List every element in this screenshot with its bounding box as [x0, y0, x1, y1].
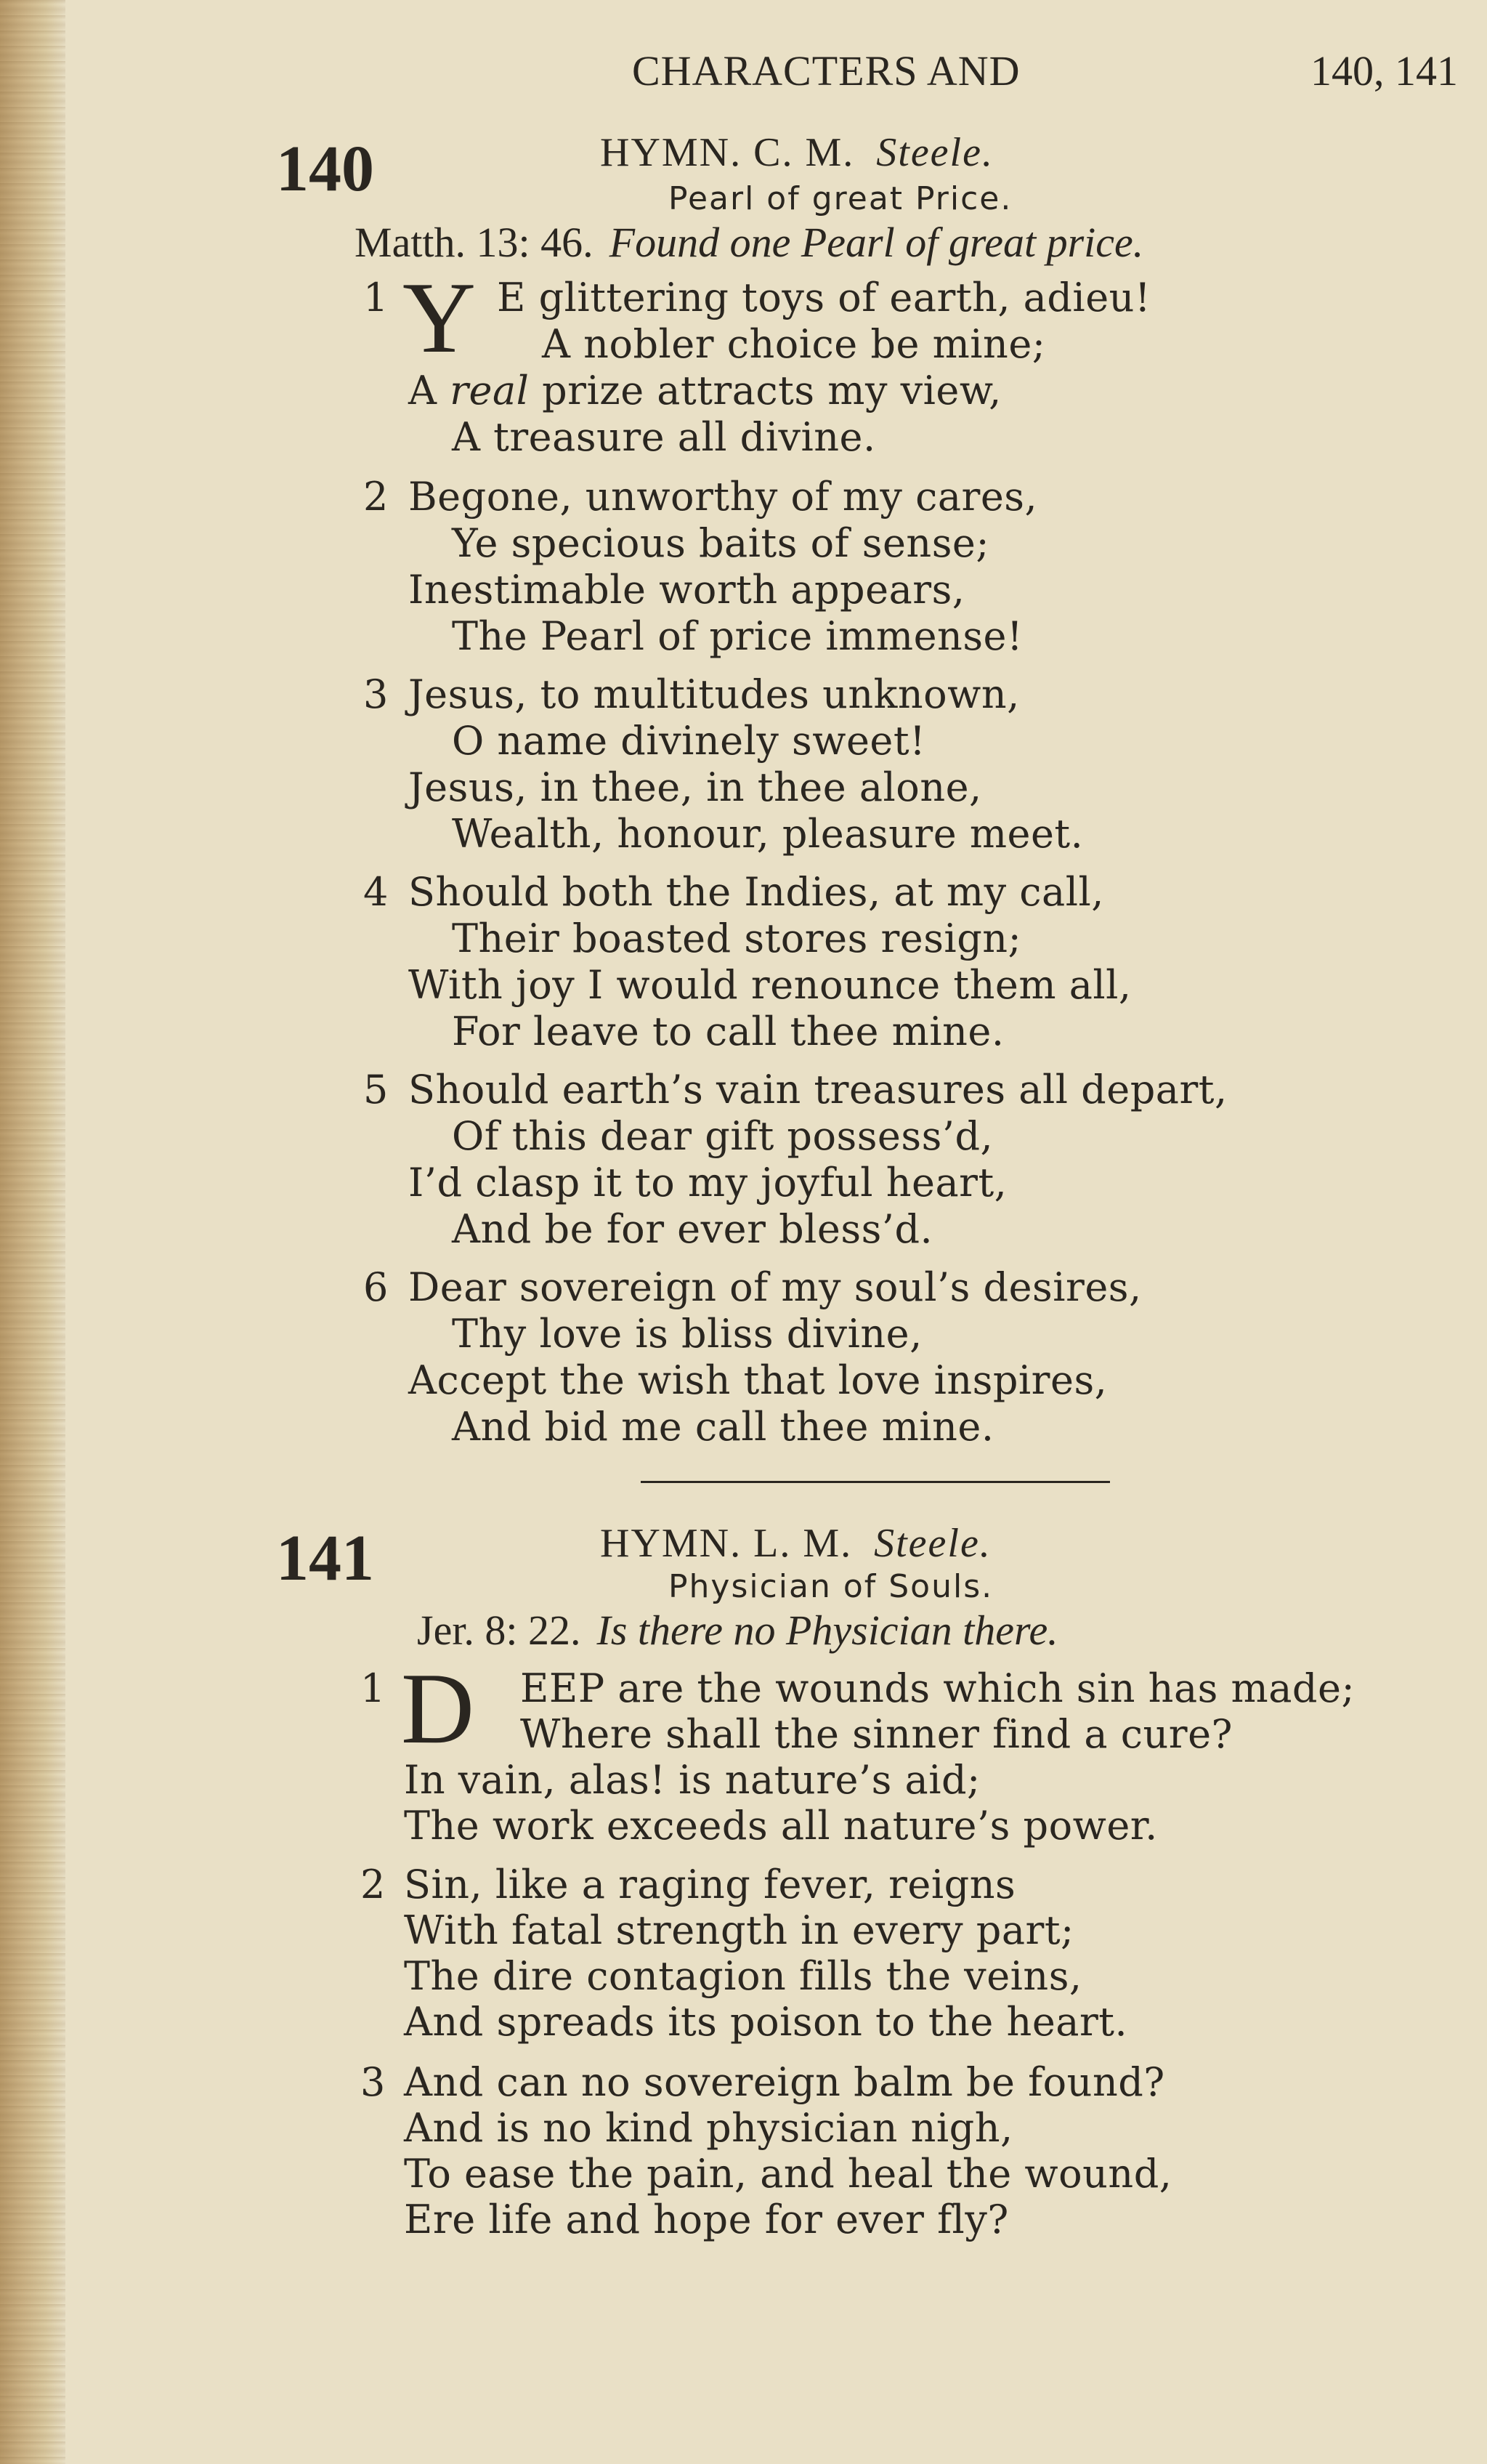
running-head-title: CHARACTERS AND — [632, 47, 1021, 94]
verse-line: To ease the pain, and heal the wound, — [404, 2151, 1172, 2197]
verse-number: 4 — [363, 869, 389, 915]
scripture-ref: Jer. 8: 22. — [417, 1607, 581, 1654]
verse-line: And bid me call thee mine. — [452, 1404, 994, 1450]
verse-number: 1 — [360, 1665, 386, 1711]
verse-line: With fatal strength in every part; — [404, 1907, 1074, 1953]
verse-line: Inestimable worth appears, — [408, 567, 965, 613]
verse-line: O name divinely sweet! — [452, 718, 926, 764]
verse-line: The Pearl of price immense! — [452, 613, 1024, 659]
verse-line: EEP are the wounds which sin has made; — [520, 1665, 1356, 1711]
verse-number: 3 — [363, 671, 389, 717]
verse-line: I’d clasp it to my joyful heart, — [408, 1160, 1008, 1205]
verse-line: In vain, alas! is nature’s aid; — [404, 1757, 981, 1803]
scripture-text: Is there no Physician there. — [596, 1607, 1058, 1654]
verse-line: The dire contagion fills the veins, — [404, 1953, 1082, 1999]
verse-line: Wealth, honour, pleasure meet. — [452, 811, 1084, 857]
running-head-numbers: 140, 141 — [1310, 47, 1458, 94]
verse-line: Accept the wish that love inspires, — [408, 1357, 1108, 1403]
verse-line: A treasure all divine. — [452, 414, 876, 460]
verse-line: A nobler choice be mine; — [542, 321, 1046, 367]
verse-number: 3 — [360, 2059, 386, 2105]
verse-line: And can no sovereign balm be found? — [404, 2059, 1165, 2105]
drop-cap: Y — [402, 262, 477, 374]
scripture-line — [417, 1606, 1058, 1655]
verse-line: Ye specious baits of sense; — [452, 520, 990, 566]
verse-line: Their boasted stores resign; — [452, 916, 1022, 961]
verse-number: 6 — [363, 1264, 389, 1310]
scripture-ref: Matth. 13: 46. — [354, 219, 593, 266]
verse-line: Jesus, in thee, in thee alone, — [408, 764, 982, 810]
drop-cap: D — [401, 1652, 475, 1765]
hymn-number: 140 — [276, 133, 374, 205]
hymn-divider — [641, 1481, 1110, 1483]
hymn-subtitle: Physician of Souls. — [668, 1568, 994, 1605]
scripture-text: Found one Pearl of great price. — [609, 219, 1144, 266]
verse-line: Sin, like a raging fever, reigns — [404, 1862, 1016, 1907]
verse-number: 1 — [363, 275, 389, 320]
verse-number: 2 — [360, 1862, 386, 1907]
hymn-author: Steele. — [874, 1521, 992, 1566]
verse-line: Begone, unworthy of my cares, — [408, 474, 1038, 520]
meter-label: HYMN. L. M. — [600, 1521, 853, 1566]
verse-line: Thy love is bliss divine, — [452, 1311, 923, 1357]
verse-line: Should both the Indies, at my call, — [408, 869, 1104, 915]
verse-line: A real prize attracts my view, — [408, 368, 1002, 413]
scripture-line — [354, 218, 1143, 267]
verse-line: Dear sovereign of my soul’s desires, — [408, 1264, 1142, 1310]
hymn-number: 141 — [276, 1522, 374, 1594]
verse-line: And is no kind physician nigh, — [404, 2105, 1013, 2151]
verse-line: Should earth’s vain treasures all depart, — [408, 1067, 1228, 1112]
hymn-meter — [600, 1520, 992, 1567]
verse-line: With joy I would renounce them all, — [408, 962, 1132, 1008]
verse-line: For leave to call thee mine. — [452, 1009, 1005, 1054]
verse-line: And spreads its poison to the heart. — [404, 1999, 1128, 2045]
hymn-author: Steele. — [876, 130, 994, 175]
verse-line: Where shall the sinner find a cure? — [520, 1711, 1233, 1757]
verse-line: Of this dear gift possess’d, — [452, 1113, 994, 1159]
verse-line: Ere life and hope for ever fly? — [404, 2197, 1009, 2242]
verse-number: 2 — [363, 474, 389, 520]
meter-label: HYMN. C. M. — [600, 130, 855, 175]
verse-number: 5 — [363, 1067, 389, 1112]
hymn-subtitle: Pearl of great Price. — [668, 180, 1013, 217]
verse-line: E glittering toys of earth, adieu! — [497, 275, 1151, 320]
verse-line: The work exceeds all nature’s power. — [404, 1803, 1158, 1849]
verse-line: Jesus, to multitudes unknown, — [408, 671, 1020, 717]
hymn-meter — [600, 129, 994, 176]
verse-line: And be for ever bless’d. — [452, 1206, 933, 1252]
